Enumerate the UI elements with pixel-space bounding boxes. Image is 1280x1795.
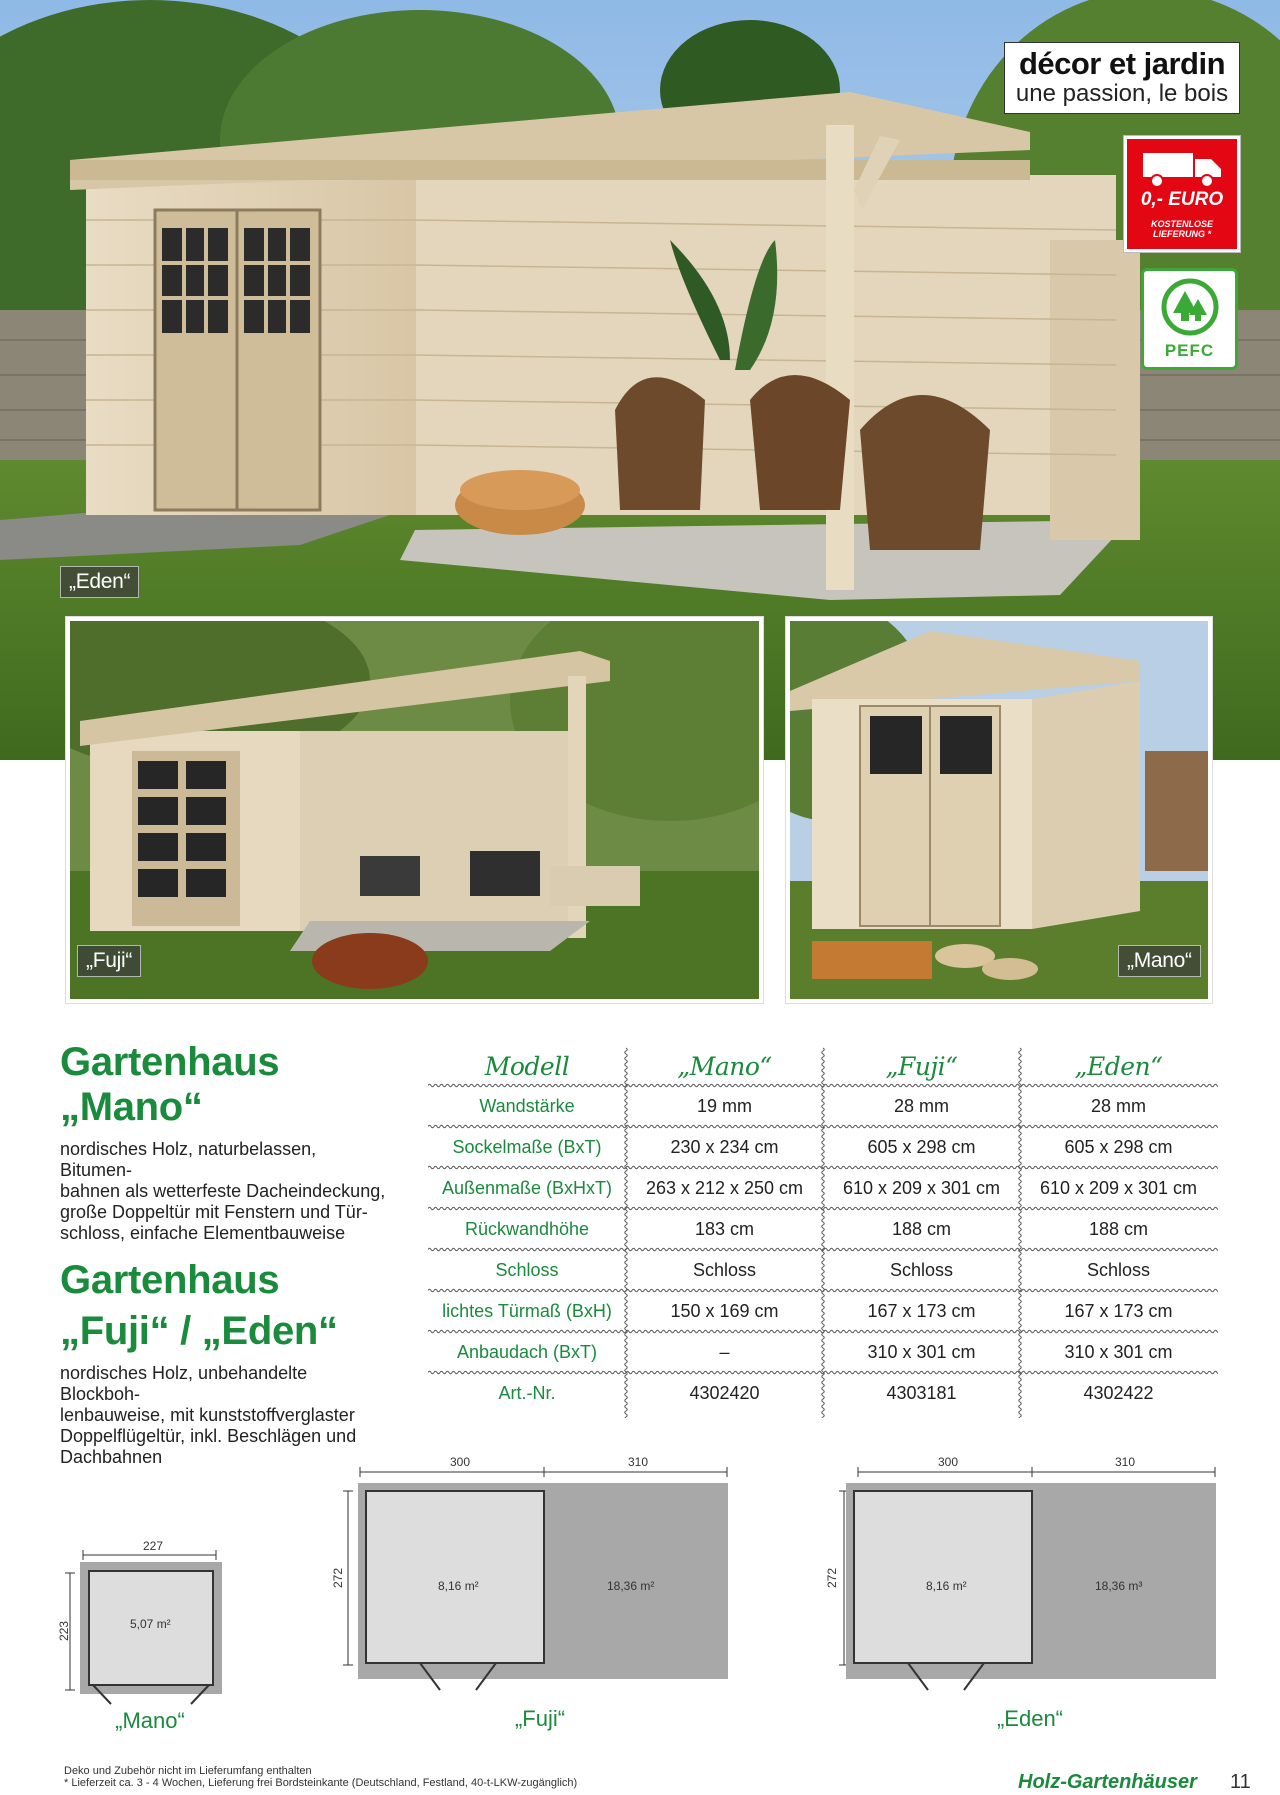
spec-cell: 150 x 169 cm	[670, 1301, 779, 1321]
photo-mano	[786, 617, 1212, 1003]
desc-fuji-eden-line: Dachbahnen	[60, 1447, 163, 1467]
desc-mano-line: bahnen als wetterfeste Dacheindeckung,	[60, 1181, 386, 1201]
photo-label-fuji: „Fuji“	[77, 945, 141, 977]
spec-table	[428, 1046, 1218, 1414]
truck-icon	[1141, 149, 1225, 189]
spec-cell: Schloss	[889, 1260, 954, 1280]
footer-section-title: Holz-Gartenhäuser	[1018, 1771, 1197, 1793]
spec-row-label: Schloss	[495, 1260, 559, 1280]
tree-icon	[1157, 277, 1223, 337]
spec-row-label: Rückwandhöhe	[464, 1219, 590, 1239]
spec-cell: 4302422	[1083, 1383, 1154, 1403]
spec-cell: 263 x 212 x 250 cm	[645, 1178, 804, 1198]
desc-mano-line: große Doppeltür mit Fenstern und Tür-	[60, 1202, 368, 1222]
spec-row	[428, 1086, 1218, 1127]
brand-tagline: une passion, le bois	[1015, 80, 1229, 107]
spec-cell: 4303181	[886, 1383, 957, 1403]
desc-fuji-eden-line: lenbauweise, mit kunststoffverglaster	[60, 1405, 355, 1425]
product-description-mano	[60, 1139, 390, 1244]
area-mano: 5,07 m²	[130, 1617, 171, 1631]
dim-eden-width-house: 300	[938, 1455, 959, 1469]
spec-cell: 610 x 209 x 301 cm	[842, 1178, 1001, 1198]
dim-fuji-width-house: 300	[450, 1455, 471, 1469]
photo-label-mano: „Mano“	[1118, 945, 1201, 977]
title-fuji-eden-line2: „Fuji“ / „Eden“	[60, 1309, 338, 1353]
dim-fuji-width-roof: 310	[628, 1455, 649, 1469]
spec-row-label: Art.-Nr.	[498, 1383, 556, 1403]
spec-row-label: Sockelmaße (BxT)	[452, 1137, 602, 1157]
pefc-label: PEFC	[1164, 341, 1215, 360]
spec-row	[428, 1373, 1218, 1414]
dim-mano-depth: 223	[57, 1620, 72, 1642]
spec-row-label: lichtes Türmaß (BxH)	[442, 1301, 612, 1321]
product-title-mano	[60, 1040, 279, 1130]
spec-cell: 230 x 234 cm	[670, 1137, 779, 1157]
delivery-text	[1127, 219, 1237, 239]
area-eden-roof: 18,36 m³	[1095, 1579, 1143, 1593]
brand-logo	[1004, 42, 1240, 114]
spec-cell: 188 cm	[891, 1219, 952, 1239]
footnote	[64, 1765, 577, 1789]
area-eden-house: 8,16 m²	[926, 1579, 967, 1593]
desc-mano-line: nordisches Holz, naturbelassen, Bitumen-	[60, 1139, 317, 1180]
spec-cell: 167 x 173 cm	[1064, 1301, 1173, 1321]
desc-fuji-eden-line: Doppelflügeltür, inkl. Beschlägen und	[60, 1426, 357, 1446]
free-delivery-badge	[1124, 136, 1240, 252]
spec-cell: 310 x 301 cm	[1064, 1342, 1173, 1362]
floor-plan-fuji	[330, 1455, 730, 1695]
floor-plan-eden	[818, 1455, 1218, 1695]
photo-fuji	[66, 617, 763, 1003]
spec-cell: 310 x 301 cm	[867, 1342, 976, 1362]
spec-header-row	[428, 1046, 1218, 1086]
dim-eden-depth: 272	[825, 1567, 840, 1589]
pefc-certification-badge	[1141, 268, 1238, 370]
spec-row	[428, 1332, 1218, 1373]
spec-row-label: Wandstärke	[479, 1096, 575, 1116]
product-title-fuji-eden	[60, 1255, 338, 1357]
spec-cell: 605 x 298 cm	[1064, 1137, 1173, 1157]
spec-cell: 28 mm	[1090, 1096, 1146, 1116]
spec-cell: 19 mm	[696, 1096, 752, 1116]
spec-cell: Schloss	[692, 1260, 757, 1280]
spec-cell: –	[719, 1342, 730, 1362]
spec-row-label: Anbaudach (BxT)	[456, 1342, 598, 1362]
floor-plan-name-fuji: „Fuji“	[514, 1706, 566, 1731]
desc-fuji-eden-line: nordisches Holz, unbehandelte Blockboh-	[60, 1363, 308, 1404]
spec-row	[428, 1168, 1218, 1209]
spec-header-product: „Fuji“	[885, 1051, 958, 1081]
dim-eden-width-roof: 310	[1115, 1455, 1136, 1469]
spec-row	[428, 1209, 1218, 1250]
product-description-fuji-eden	[60, 1363, 390, 1468]
area-fuji-house: 8,16 m²	[438, 1579, 479, 1593]
spec-cell: 4302420	[689, 1383, 760, 1403]
title-mano-line2: „Mano“	[60, 1085, 203, 1129]
spec-header-product: „Eden“	[1074, 1051, 1163, 1081]
spec-row	[428, 1127, 1218, 1168]
floor-plan-fuji-drawing	[330, 1455, 730, 1695]
spec-cell: 28 mm	[893, 1096, 949, 1116]
spec-row-label: Außenmaße (BxHxT)	[441, 1178, 613, 1198]
fuji-garden-house-illustration	[70, 621, 759, 999]
spec-cell: 183 cm	[694, 1219, 755, 1239]
footnote-line2: * Lieferzeit ca. 3 - 4 Wochen, Lieferung frei Bordsteinkante (Deutschland, Festland, 40-t-LKW-zugänglich)	[64, 1777, 578, 1789]
floor-plan-name-mano: „Mano“	[115, 1708, 185, 1733]
footnote-line1: Deko und Zubehör nicht im Lieferumfang enthalten	[64, 1765, 312, 1777]
brand-name: décor et jardin	[1018, 46, 1226, 81]
spec-cell: 167 x 173 cm	[867, 1301, 976, 1321]
delivery-line1: KOSTENLOSE	[1150, 219, 1213, 229]
spec-cell: Schloss	[1086, 1260, 1151, 1280]
dim-mano-width: 227	[143, 1539, 164, 1553]
photo-label-eden: „Eden“	[60, 566, 139, 598]
area-fuji-roof: 18,36 m²	[607, 1579, 655, 1593]
mano-garden-house-illustration	[790, 621, 1208, 999]
spec-cell: 605 x 298 cm	[867, 1137, 976, 1157]
page-number: 11	[1230, 1771, 1251, 1793]
spec-header-model: Modell	[484, 1051, 570, 1081]
spec-row	[428, 1291, 1218, 1332]
delivery-line2: LIEFERUNG *	[1152, 229, 1211, 239]
floor-plan-eden-drawing	[818, 1455, 1218, 1695]
title-mano-line1: Gartenhaus	[60, 1040, 280, 1084]
spec-header-product: „Mano“	[677, 1051, 772, 1081]
floor-plan-name-eden: „Eden“	[996, 1706, 1064, 1731]
desc-mano-line: schloss, einfache Elementbauweise	[60, 1223, 346, 1243]
delivery-price: 0,- EURO	[1140, 189, 1224, 210]
spec-cell: 188 cm	[1088, 1219, 1149, 1239]
spec-row	[428, 1250, 1218, 1291]
dim-fuji-depth: 272	[331, 1567, 346, 1589]
floor-plan-mano	[58, 1535, 238, 1710]
title-fuji-eden-line1: Gartenhaus	[60, 1258, 280, 1302]
spec-cell: 610 x 209 x 301 cm	[1039, 1178, 1198, 1198]
